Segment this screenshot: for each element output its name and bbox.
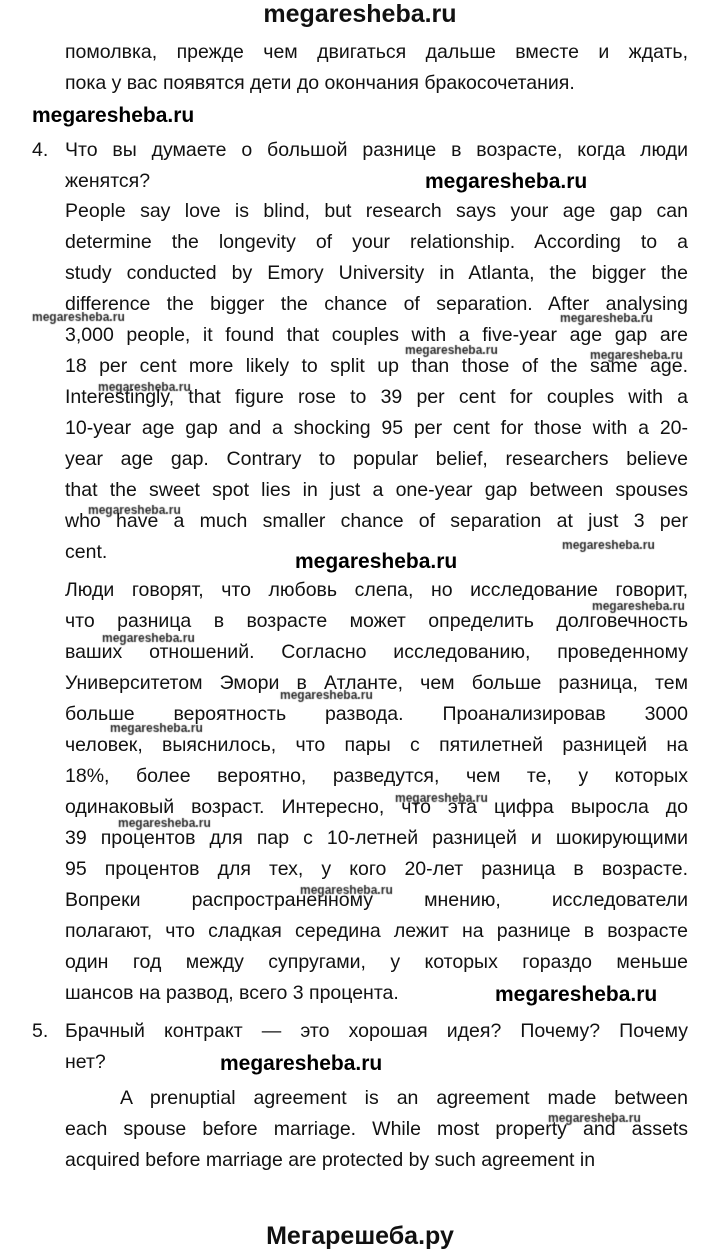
watermark: megaresheba.ru [32,104,195,127]
text-line: помолвка, прежде чем двигаться дальше вместе и ждать, [65,41,688,63]
russian-answer-line: что разница в возрасте может определить долговечность [65,610,688,632]
english-answer-line: year age gap. Contrary to popular belief, researchers believe [65,448,688,470]
watermark: megaresheba.ru [495,983,658,1006]
russian-answer-line: ваших отношений. Согласно исследованию, проведенному [65,641,688,663]
question-line: Что вы думаете о большой разнице в возрасте, когда люди [65,139,688,161]
russian-answer-line: больше вероятность развода. Проанализировав 3000 [65,703,688,725]
page-footer: Мегарешеба.ру [266,1222,454,1250]
watermark: megaresheba.ru [425,170,588,193]
russian-answer-line: полагают, что сладкая середина лежит на разнице в возрасте [65,920,688,942]
english-answer-line: cent. [65,541,108,563]
english-answer-line: that the sweet spot lies in just a one-year gap between spouses [65,479,688,501]
english-answer-line: 18 per cent more likely to split up than those of the same age. [65,355,688,377]
english-answer-line: 10-year age gap and a shocking 95 per cent for those with a 20- [65,417,688,439]
russian-answer-line: Университетом Эмори в Атланте, чем больше разница, тем [65,672,688,694]
english-answer-line: difference the bigger the chance of separation. After analysing [65,293,688,315]
english-answer-line: People say love is blind, but research says your age gap can [65,200,688,222]
russian-answer-line: Вопреки распространенному мнению, исследователи [65,889,688,911]
russian-answer-line: один год между супругами, у которых гораздо меньше [65,951,688,973]
text-line: пока у вас появятся дети до окончания бракосочетания. [65,72,575,94]
watermark: megaresheba.ru [295,550,458,573]
english-answer-line: study conducted by Emory University in Atlanta, the bigger the [65,262,688,284]
watermark: megaresheba.ru [220,1052,383,1075]
question-line: нет? [65,1051,106,1073]
russian-answer-line: 95 процентов для тех, у кого 20-лет разница в возрасте. [65,858,688,880]
question-line: женятся? [65,170,151,192]
question-number: 4. [32,139,49,161]
english-answer-line: determine the longevity of your relationship. According to a [65,231,688,253]
english-answer-line: 3,000 people, it found that couples with a five-year age gap are [65,324,688,346]
question-line: Брачный контракт — это хорошая идея? Почему? Почему [65,1020,688,1042]
english-answer-line: acquired before marriage are protected by such agreement in [65,1149,596,1171]
question-number: 5. [32,1020,49,1042]
page-header: megaresheba.ru [263,0,457,28]
russian-answer-line: 18%, более вероятно, разведутся, чем те, у которых [65,765,688,787]
russian-answer-line: 39 процентов для пар с 10-летней разницей и шокирующими [65,827,688,849]
english-answer-line: Interestingly, that figure rose to 39 per cent for couples with a [65,386,688,408]
russian-answer-line: человек, выяснилось, что пары с пятилетней разницей на [65,734,688,756]
russian-answer-line: шансов на развод, всего 3 процента. [65,982,399,1004]
english-answer-line: each spouse before marriage. While most property and assets [65,1118,688,1140]
russian-answer-line: одинаковый возраст. Интересно, что эта цифра выросла до [65,796,688,818]
english-answer-line: who have a much smaller chance of separation at just 3 per [65,510,688,532]
russian-answer-line: Люди говорят, что любовь слепа, но исследование говорит, [65,579,688,601]
english-answer-line: A prenuptial agreement is an agreement made between [120,1087,688,1109]
